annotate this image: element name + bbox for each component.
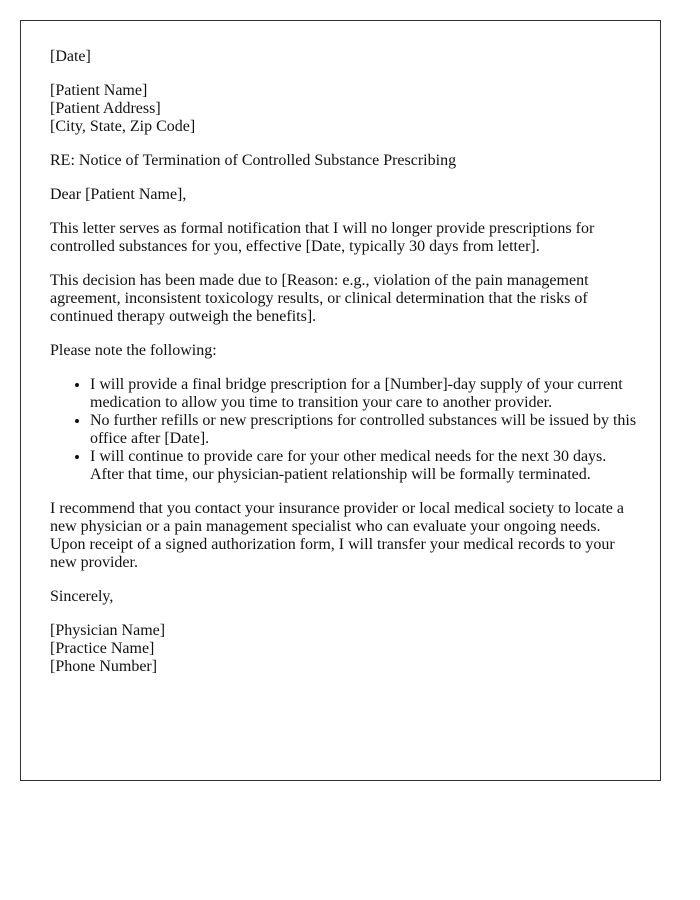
letter-content [50,48,640,692]
paragraph-notification: This letter serves as formal notification that I will no longer provide prescriptions for controlled substances for you, effective [Date, typically 30 days from letter]. [50,220,595,255]
phone-number: [Phone Number] [50,658,158,675]
paragraph-reason: This decision has been made due to [Reason: e.g., violation of the pain management agreement, inconsistent toxicology results, or clinical determination that the risks of continued therapy outweigh the benefits]. [50,272,589,325]
sign-off: Sincerely, [50,588,114,605]
recipient-name: [Patient Name] [50,82,148,99]
letter-date: [Date] [50,48,91,65]
subject-line: RE: Notice of Termination of Controlled Substance Prescribing [50,152,457,169]
notice-bullet-list [50,376,640,484]
paragraph-note-intro: Please note the following: [50,342,217,359]
paragraph-recommendation: I recommend that you contact your insurance provider or local medical society to locate a new physician or a pain management specialist who can evaluate your ongoing needs. Upon receipt of a signed authorization form, I will transfer your medical records to your new provider. [50,500,624,571]
practice-name: [Practice Name] [50,640,155,657]
bullet-item: • No further refills or new prescriptions for controlled substances will be issued by this office after [Date]. [90,412,640,448]
recipient-address: [Patient Address] [50,100,161,117]
physician-name: [Physician Name] [50,622,166,639]
salutation: Dear [Patient Name], [50,186,187,203]
recipient-city-state-zip: [City, State, Zip Code] [50,118,196,135]
signature-block [50,622,640,676]
bullet-item: • I will continue to provide care for your other medical needs for the next 30 days. After that time, our physician-patient relationship will be formally terminated. [90,448,640,484]
bullet-item: • I will provide a final bridge prescription for a [Number]-day supply of your current medication to allow you time to transition your care to another provider. [90,376,640,412]
recipient-block [50,82,640,136]
letter-page [20,20,661,781]
